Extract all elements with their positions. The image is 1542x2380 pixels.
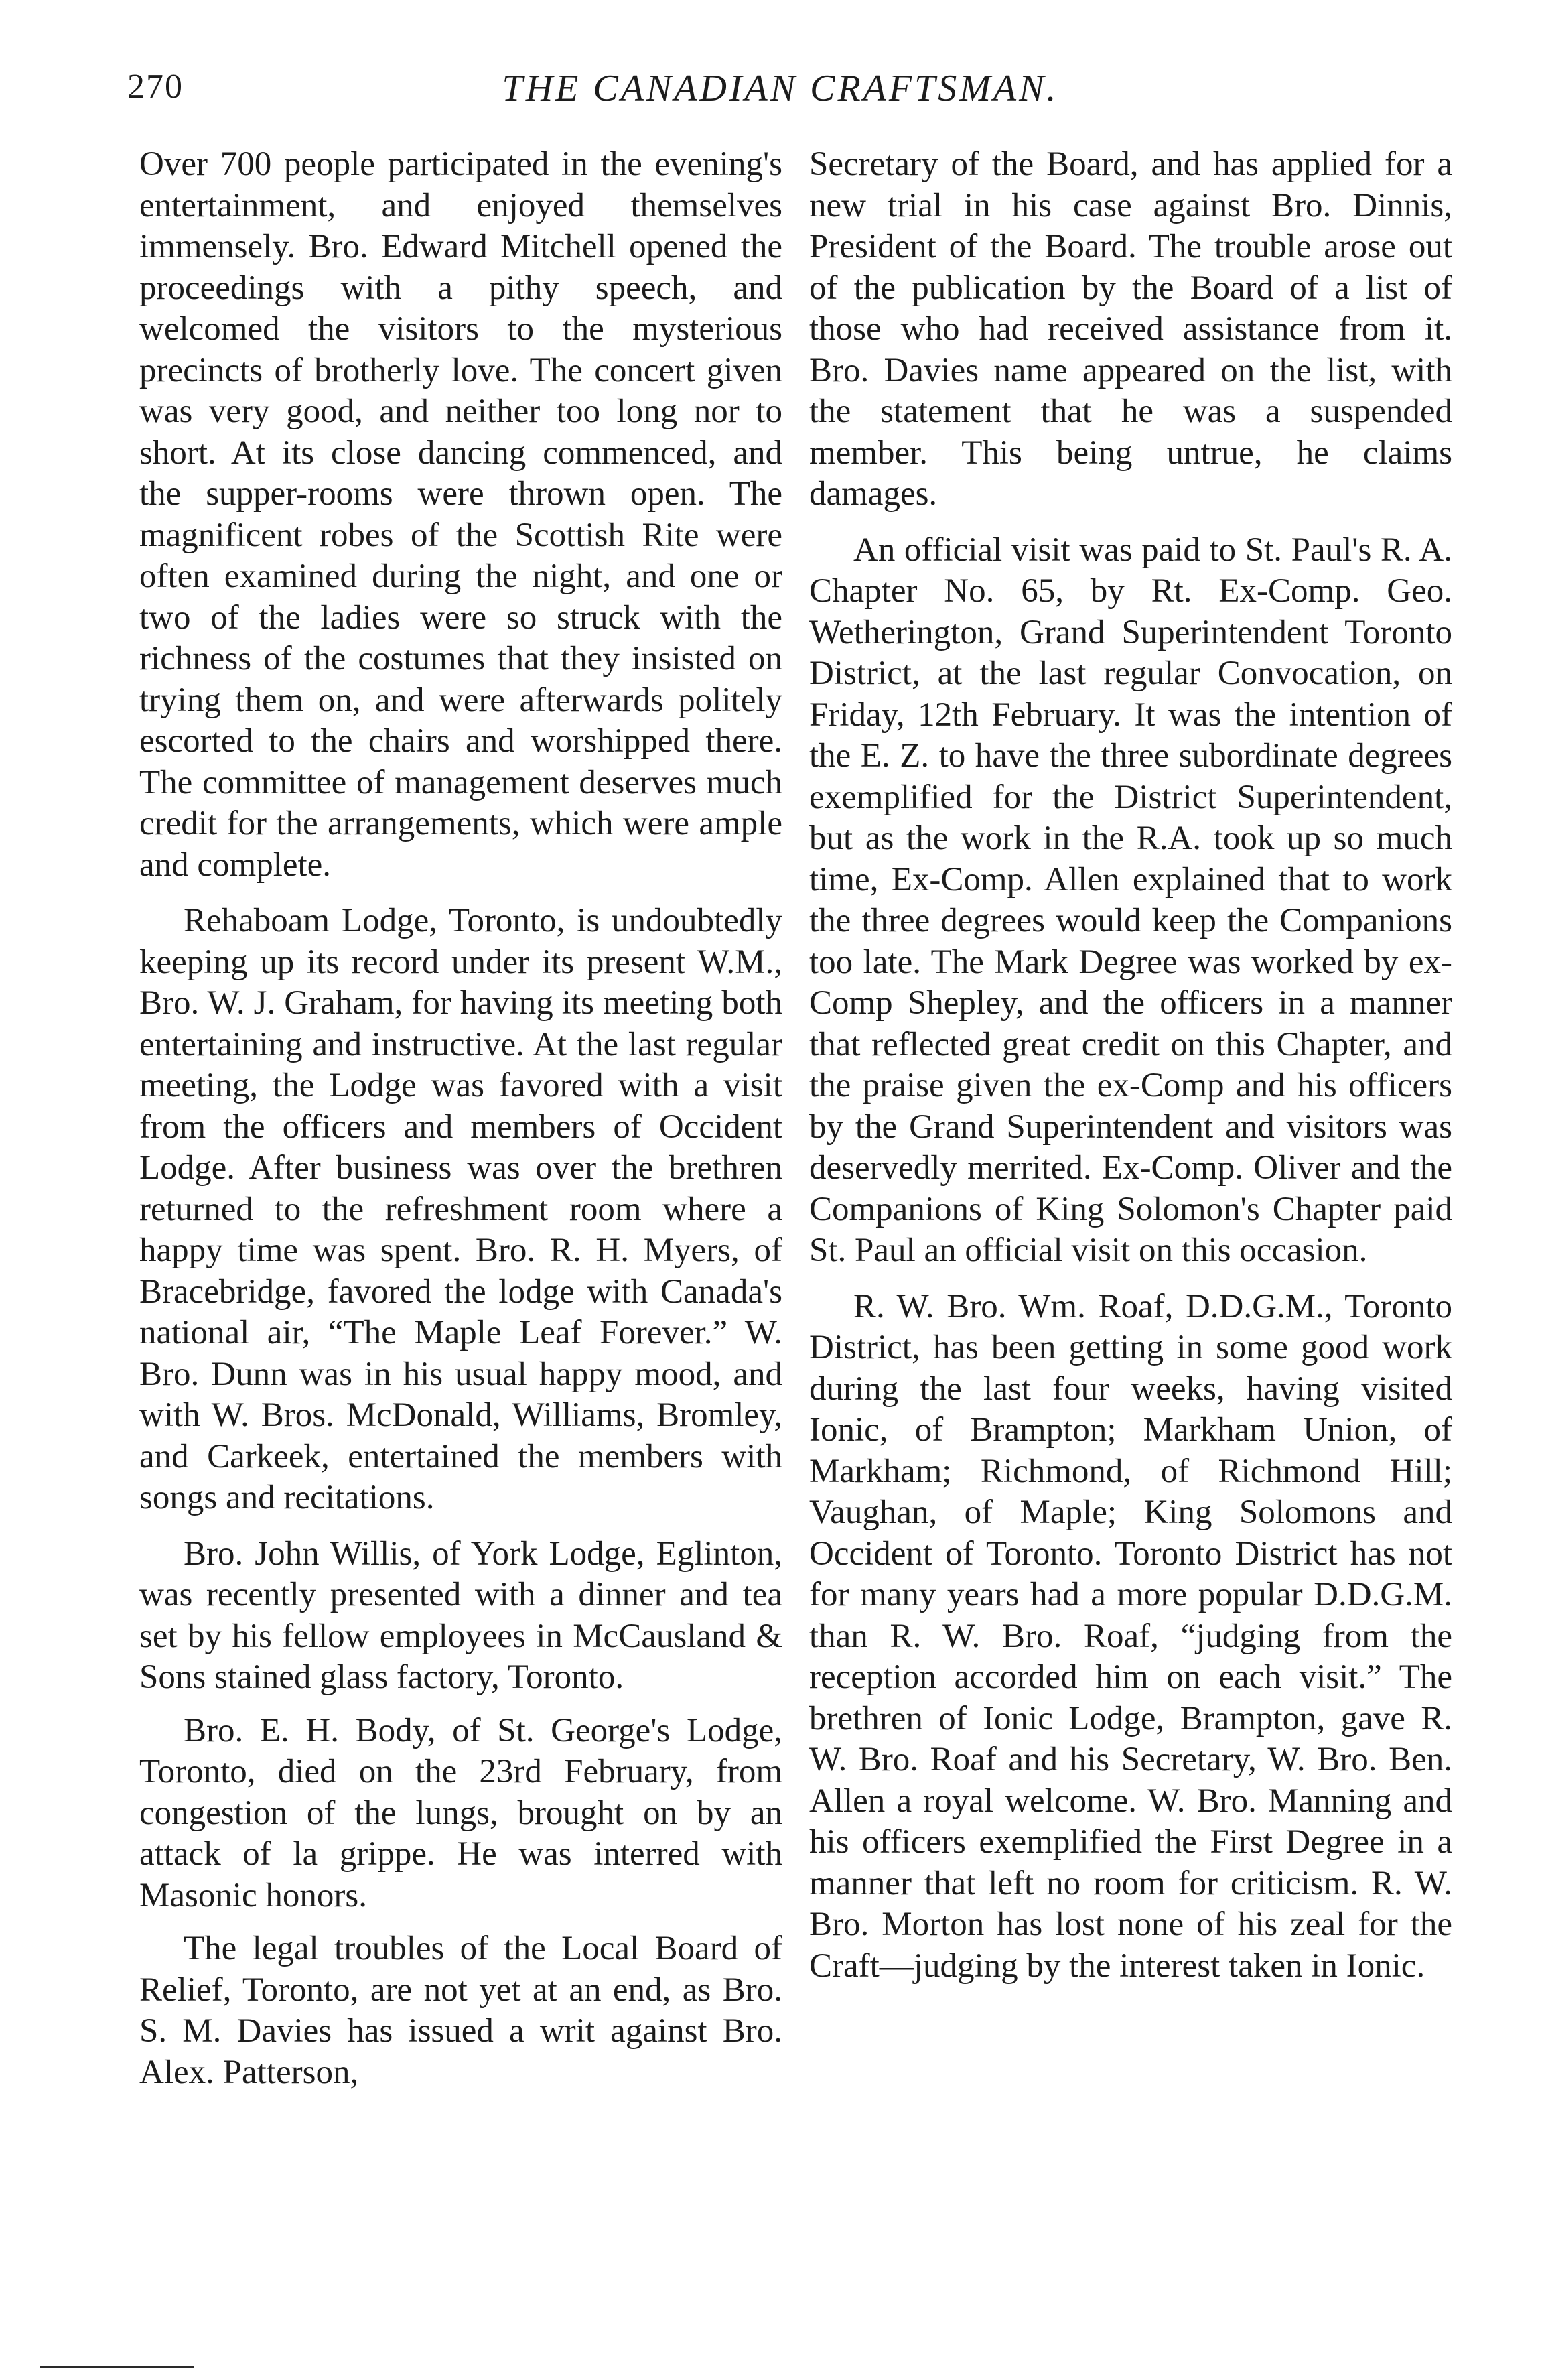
- running-head: THE CANADIAN CRAFTSMAN.: [502, 68, 1059, 109]
- paragraph-eh-body: Bro. E. H. Body, of St. George's Lodge, Toronto, died on the 23rd February, from congestion of the lungs, brought on by an attack of la grippe. He was interred with Masonic honors.: [139, 1711, 782, 1914]
- paragraph-john-willis: Bro. John Willis, of York Lodge, Eglinton, was recently presented with a dinner and tea set by his fellow employees in McCausland & Sons stained glass factory, Toronto.: [139, 1534, 782, 1696]
- paragraph-st-pauls-chapter: An official visit was paid to St. Paul's R. A. Chapter No. 65, by Rt. Ex-Comp. Geo. Wetherington, Grand Superintendent Toronto District, at the last regular Convocation, on Friday, 12th February. It was the intention of the E. Z. to have the three subordinate degrees exemplified for the District Superintendent, but as the work in the R.A. took up so much time, Ex-Comp. Allen explained that to work the three degrees would keep the Companions too late. The Mark Degree was worked by ex-Comp Shepley, and the officers in a manner that reflected great credit on this Chapter, and the praise given the ex-Comp and his officers by the Grand Superintendent and visitors was deservedly merrited. Ex-Comp. Oliver and the Companions of King Solomon's Chapter paid St. Paul an official visit on this occasion.: [809, 531, 1452, 1269]
- left-column: [139, 144, 782, 2108]
- right-column: [809, 144, 1452, 2001]
- paragraph-local-board-relief: The legal troubles of the Local Board of Relief, Toronto, are not yet at an end, as Bro. S. M. Davies has issued a writ against Bro. Alex. Patterson,: [139, 1930, 782, 2091]
- bottom-rule: [40, 2366, 194, 2368]
- paragraph-board-secretary: Secretary of the Board, and has applied for a new trial in his case against Bro. Dinnis, President of the Board. The trouble arose out of the publication by the Board of a list of those who had received assistance from it. Bro. Davies name appeared on the list, with the statement that he was a suspended member. This being untrue, he claims damages.: [809, 145, 1452, 513]
- paragraph-wm-roaf: R. W. Bro. Wm. Roaf, D.D.G.M., Toronto District, has been getting in some good work during the last four weeks, having visited Ionic, of Brampton; Markham Union, of Markham; Richmond, of Richmond Hill; Vaughan, of Maple; King Solomons and Occident of Toronto. Toronto District has not for many years had a more popular D.D.G.M. than R. W. Bro. Roaf, “judging from the reception accorded him on each visit.” The brethren of Ionic Lodge, Brampton, gave R. W. Bro. Roaf and his Secretary, W. Bro. Ben. Allen a royal welcome. W. Bro. Manning and his officers exemplified the First Degree in a manner that left no room for criticism. R. W. Bro. Morton has lost none of his zeal for the Craft—judging by the interest taken in Ionic.: [809, 1287, 1452, 1985]
- paragraph-entertainment-report: Over 700 people participated in the evening's entertainment, and enjoyed themselves immensely. Bro. Edward Mitchell opened the proceedings with a pithy speech, and welcomed the visitors to the mysterious precincts of brotherly love. The concert given was very good, and neither too long nor to short. At its close dancing commenced, and the supper-rooms were thrown open. The magnificent robes of the Scottish Rite were often examined during the night, and one or two of the ladies were so struck with the richness of the costumes that they insisted on trying them on, and were afterwards politely escorted to the chairs and worshipped there. The committee of management deserves much credit for the arrangements, which were ample and complete.: [139, 145, 782, 884]
- page-number: 270: [127, 68, 184, 106]
- page-header: [127, 67, 1433, 127]
- paragraph-rehaboam-lodge: Rehaboam Lodge, Toronto, is undoubtedly keeping up its record under its present W.M., Bro. W. J. Graham, for having its meeting both entertaining and instructive. At the last regular meeting, the Lodge was favored with a visit from the officers and members of Occident Lodge. After business was over the brethren returned to the refreshment room where a happy time was spent. Bro. R. H. Myers, of Bracebridge, favored the lodge with Canada's national air, “The Maple Leaf Forever.” W. Bro. Dunn was in his usual happy mood, and with W. Bros. McDonald, Williams, Bromley, and Carkeek, entertained the members with songs and recitations.: [139, 902, 782, 1516]
